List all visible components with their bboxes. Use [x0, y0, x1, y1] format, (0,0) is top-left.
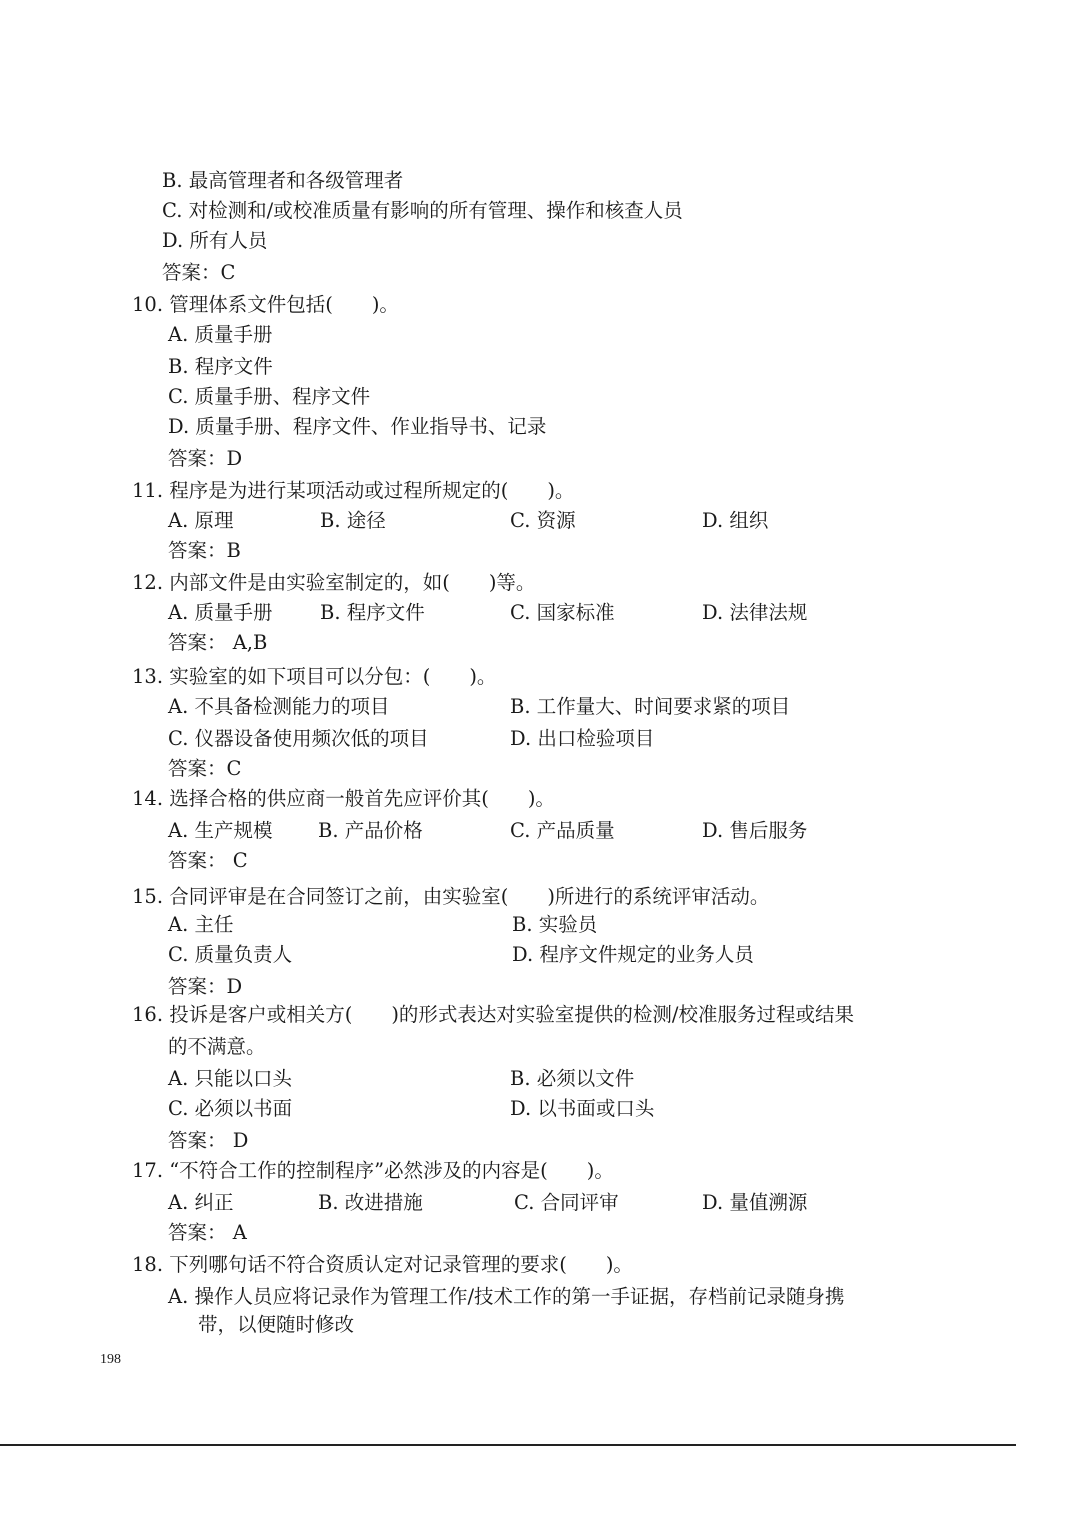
- option-line: A. 只能以口头: [168, 1067, 292, 1090]
- option-line: A. 不具备检测能力的项目: [168, 695, 390, 718]
- option-line: B. 产品价格: [318, 819, 423, 842]
- option-line: B. 程序文件: [168, 355, 273, 378]
- option-line: C. 质量负责人: [168, 943, 293, 966]
- question-line: 12. 内部文件是由实验室制定的，如( )等。: [132, 571, 536, 594]
- option-line: C. 国家标准: [510, 601, 615, 624]
- option-line: D. 法律法规: [702, 601, 808, 624]
- answer-line: 答案：C: [162, 261, 236, 284]
- answer-line: 答案： C: [168, 849, 248, 872]
- answer-line: 答案： A: [168, 1221, 247, 1244]
- option-line: C. 产品质量: [510, 819, 615, 842]
- option-line: D. 售后服务: [702, 819, 808, 842]
- answer-line: 答案：B: [168, 539, 241, 562]
- option-line: D. 程序文件规定的业务人员: [512, 943, 754, 966]
- question-line: 16. 投诉是客户或相关方( )的形式表达对实验室提供的检测/校准服务过程或结果: [132, 1003, 854, 1026]
- option-line: C. 质量手册、程序文件: [168, 385, 371, 408]
- option-line: B. 实验员: [512, 913, 598, 936]
- footer-divider: [0, 1444, 1016, 1446]
- option-line: A. 纠正: [168, 1191, 234, 1214]
- option-line: B. 必须以文件: [510, 1067, 635, 1090]
- question-line: 14. 选择合格的供应商一般首先应评价其( )。: [132, 787, 555, 810]
- option-line: A. 原理: [168, 509, 234, 532]
- option-line: D. 质量手册、程序文件、作业指导书、记录: [168, 415, 547, 438]
- option-line: B. 工作量大、时间要求紧的项目: [510, 695, 791, 718]
- option-line: D. 组织: [702, 509, 769, 532]
- option-line: B. 最高管理者和各级管理者: [162, 169, 404, 192]
- option-line: C. 对检测和/或校准质量有影响的所有管理、操作和核查人员: [162, 199, 683, 222]
- question-line: 15. 合同评审是在合同签订之前，由实验室( )所进行的系统评审活动。: [132, 885, 770, 908]
- question-line: 11. 程序是为进行某项活动或过程所规定的( )。: [132, 479, 575, 502]
- question-line: 13. 实验室的如下项目可以分包：( )。: [132, 665, 497, 688]
- option-line: C. 合同评审: [514, 1191, 619, 1214]
- question-line: 10. 管理体系文件包括( )。: [132, 293, 399, 316]
- question-line: 17. “不符合工作的控制程序”必然涉及的内容是( )。: [132, 1159, 614, 1182]
- option-line: C. 必须以书面: [168, 1097, 293, 1120]
- option-line: B. 改进措施: [318, 1191, 423, 1214]
- page-number: 198: [100, 1352, 121, 1367]
- option-line-continued: 带，以便随时修改: [198, 1313, 355, 1336]
- option-line: D. 以书面或口头: [510, 1097, 655, 1120]
- option-line: B. 途径: [320, 509, 386, 532]
- answer-line: 答案：C: [168, 757, 242, 780]
- option-line: D. 出口检验项目: [510, 727, 655, 750]
- answer-line: 答案：D: [168, 447, 243, 470]
- option-line: D. 量值溯源: [702, 1191, 808, 1214]
- option-line: C. 仪器设备使用频次低的项目: [168, 727, 429, 750]
- option-line: A. 主任: [168, 913, 234, 936]
- answer-line: 答案： D: [168, 1129, 249, 1152]
- option-line: B. 程序文件: [320, 601, 425, 624]
- question-line: 18. 下列哪句话不符合资质认定对记录管理的要求( )。: [132, 1253, 633, 1276]
- option-line: A. 质量手册: [168, 601, 273, 624]
- option-line: C. 资源: [510, 509, 576, 532]
- answer-line: 答案： A,B: [168, 631, 268, 654]
- option-line: A. 质量手册: [168, 323, 273, 346]
- option-line: A. 操作人员应将记录作为管理工作/技术工作的第一手证据，存档前记录随身携: [168, 1285, 845, 1308]
- answer-line: 答案：D: [168, 975, 243, 998]
- question-line-continued: 的不满意。: [168, 1035, 266, 1058]
- option-line: D. 所有人员: [162, 229, 268, 252]
- option-line: A. 生产规模: [168, 819, 273, 842]
